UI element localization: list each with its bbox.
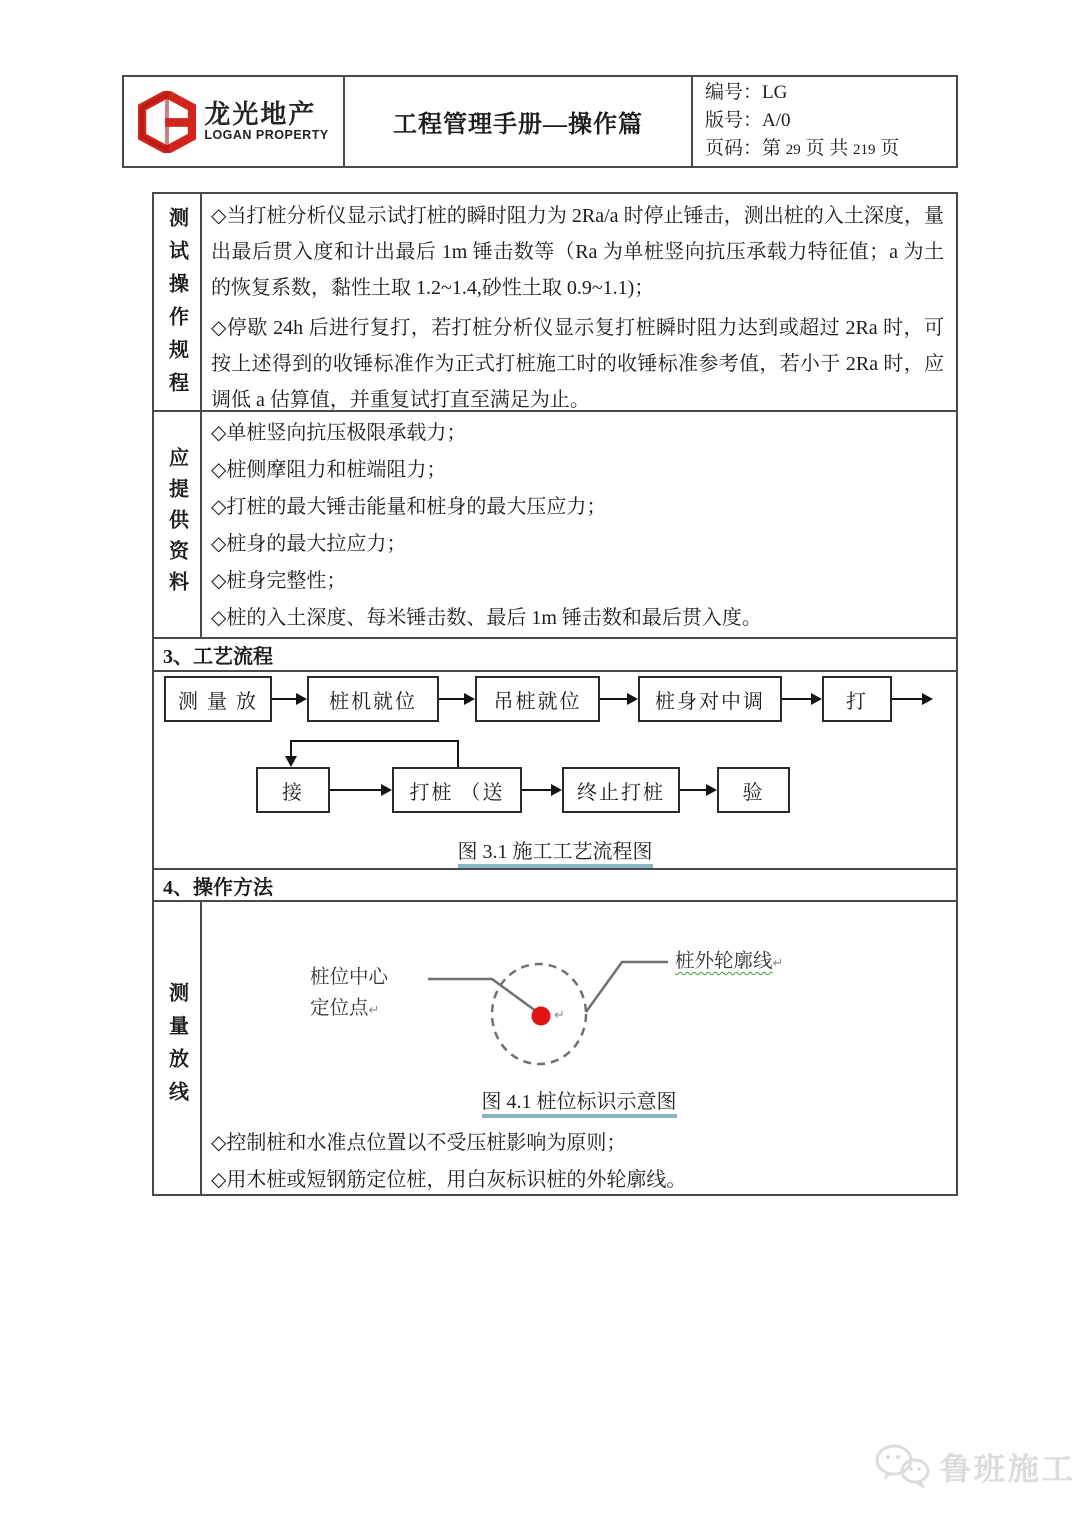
return-mark: ↵ (772, 956, 784, 971)
materials-item: ◇桩身的最大拉应力； (211, 533, 407, 555)
pile-outline-label-text: 桩外轮廓线 (675, 951, 773, 972)
logo-g-bar (165, 118, 188, 127)
figure-caption-4-1-text: 图 4.1 桩位标识示意图 (482, 1091, 677, 1118)
page-total: 219 (853, 142, 876, 158)
logo-name-cn: 龙光地产 (204, 99, 317, 130)
page-number: 29 (785, 142, 801, 158)
vertical-label-survey: 测量放线 (165, 982, 188, 1114)
construction-flowchart (154, 672, 956, 868)
flow-loop-arrow (290, 740, 292, 756)
doc-number-label: 编号： (705, 82, 763, 103)
flow-box-splice: 接 (256, 767, 330, 813)
bubble-eye (896, 1455, 900, 1459)
flow-box-rig-in-place: 桩机就位 (307, 676, 439, 722)
flow-box-align-pile: 桩身对中调 (638, 676, 782, 722)
materials-item: ◇桩身完整性； (211, 570, 347, 592)
row-survey-layout (154, 900, 956, 1194)
procedure-paragraph-2: ◇停歇 24h 后进行复打，若打桩分析仪显示复打桩瞬时阻力达到或超过 2Ra 时，可按上述得到的收锤标准作为正式打桩施工时的收锤标准参考值，若小于 2Ra 时，应调低 a 估算值，并重复试打直至满足为止。 (211, 317, 944, 411)
bubble-large (877, 1446, 911, 1474)
flow-box-inspect: 验 (717, 767, 790, 813)
page-suffix: 页 (880, 138, 900, 159)
page-prefix: 第 (762, 138, 782, 159)
doc-page-row (705, 135, 899, 164)
survey-item: ◇控制桩和水准点位置以不受压桩影响为原则； (211, 1132, 627, 1154)
pile-center-label (310, 962, 388, 1026)
flow-box-drive: 打 (822, 676, 892, 722)
pile-outline-label (675, 946, 783, 979)
figure-caption-3-1 (154, 835, 956, 864)
flow-arrow (600, 698, 627, 700)
test-procedure-content (202, 194, 956, 418)
row-flowchart (154, 670, 956, 868)
doc-version-row (705, 107, 791, 135)
page-label: 页码： (705, 138, 763, 159)
pile-center-label-line1: 桩位中心 (310, 967, 389, 988)
flow-arrow (330, 789, 381, 791)
doc-number-value: LG (762, 82, 788, 103)
main-content-table (152, 192, 958, 1196)
doc-version-value: A/0 (762, 110, 791, 131)
row-test-procedure (154, 194, 956, 410)
flow-box-hoist-pile: 吊桩就位 (475, 676, 600, 722)
section-title-operation: 4、操作方法 (154, 868, 956, 900)
logo-name-en: LOGAN PROPERTY (204, 127, 329, 142)
doc-version-label: 版号： (705, 110, 763, 131)
figure-caption-3-1-text: 图 3.1 施工工艺流程图 (458, 841, 653, 868)
survey-content (202, 902, 956, 1194)
flow-box-survey: 测 量 放 (164, 676, 272, 722)
return-mark: ↵ (368, 1003, 380, 1018)
vertical-label-materials: 应提供资料 (165, 447, 188, 602)
flow-arrow (680, 789, 706, 791)
flow-loop-line (291, 740, 459, 742)
bubble-eye (886, 1455, 890, 1459)
materials-item: ◇桩侧摩阻力和桩端阻力； (211, 459, 447, 481)
flow-arrow (782, 698, 811, 700)
materials-item: ◇单桩竖向抗压极限承载力； (211, 422, 467, 444)
pile-center-label-line2-text: 定位点 (310, 998, 369, 1019)
logo-text (204, 101, 328, 141)
doc-number-row (705, 79, 787, 107)
label-cell-materials (154, 412, 202, 637)
doc-info-cell (693, 77, 956, 166)
flow-loop-line (457, 740, 459, 768)
label-cell-test-procedure (154, 194, 202, 418)
watermark-text: 鲁班施工 (940, 1451, 1076, 1487)
survey-item: ◇用木桩或短钢筋定位桩，用白灰标识桩的外轮廓线。 (211, 1169, 687, 1191)
materials-item: ◇打桩的最大锤击能量和桩身的最大压应力； (211, 496, 607, 518)
right-leader-line (586, 962, 668, 1012)
left-leader-line (428, 979, 540, 1014)
vertical-label-test-procedure: 测试操作规程 (165, 207, 188, 405)
document-header-table (122, 75, 958, 168)
figure-caption-4-1 (202, 1085, 956, 1114)
pile-center-dot (532, 1007, 551, 1026)
flow-arrow (892, 698, 922, 700)
page-title: 工程管理手册—操作篇 (345, 77, 693, 166)
page-mid: 页 共 (805, 138, 849, 159)
procedure-paragraph-1: ◇当打桩分析仪显示试打桩的瞬时阻力为 2Ra/a 时停止锤击，测出桩的入土深度，量出最后贯入度和计出最后 1m 锤击数等（Ra 为单桩竖向抗压承载力特征值；a 为土的恢复系数，黏性土取 1.2~1.4,砂性土取 0.9~1.1)； (211, 205, 944, 299)
bubble-eye (909, 1467, 913, 1471)
chat-bubbles-icon (872, 1440, 934, 1492)
row-materials (154, 410, 956, 637)
materials-content (202, 412, 956, 637)
section-title-process: 3、工艺流程 (154, 637, 956, 670)
bubble-eye (917, 1467, 921, 1471)
logo-cell (124, 77, 345, 166)
flow-arrow (272, 698, 296, 700)
logan-hexagon-logo-icon (138, 91, 196, 153)
flow-box-drive-send: 打桩 （送 (392, 767, 522, 813)
pile-center-label-line2 (310, 993, 388, 1026)
flow-arrow (522, 789, 551, 791)
materials-item: ◇桩的入土深度、每米锤击数、最后 1m 锤击数和最后贯入度。 (211, 607, 762, 629)
flow-arrow (439, 698, 464, 700)
return-mark: ↵ (554, 1008, 565, 1023)
flow-box-stop-driving: 终止打桩 (562, 767, 680, 813)
watermark (872, 1440, 1076, 1492)
label-cell-survey (154, 902, 202, 1194)
